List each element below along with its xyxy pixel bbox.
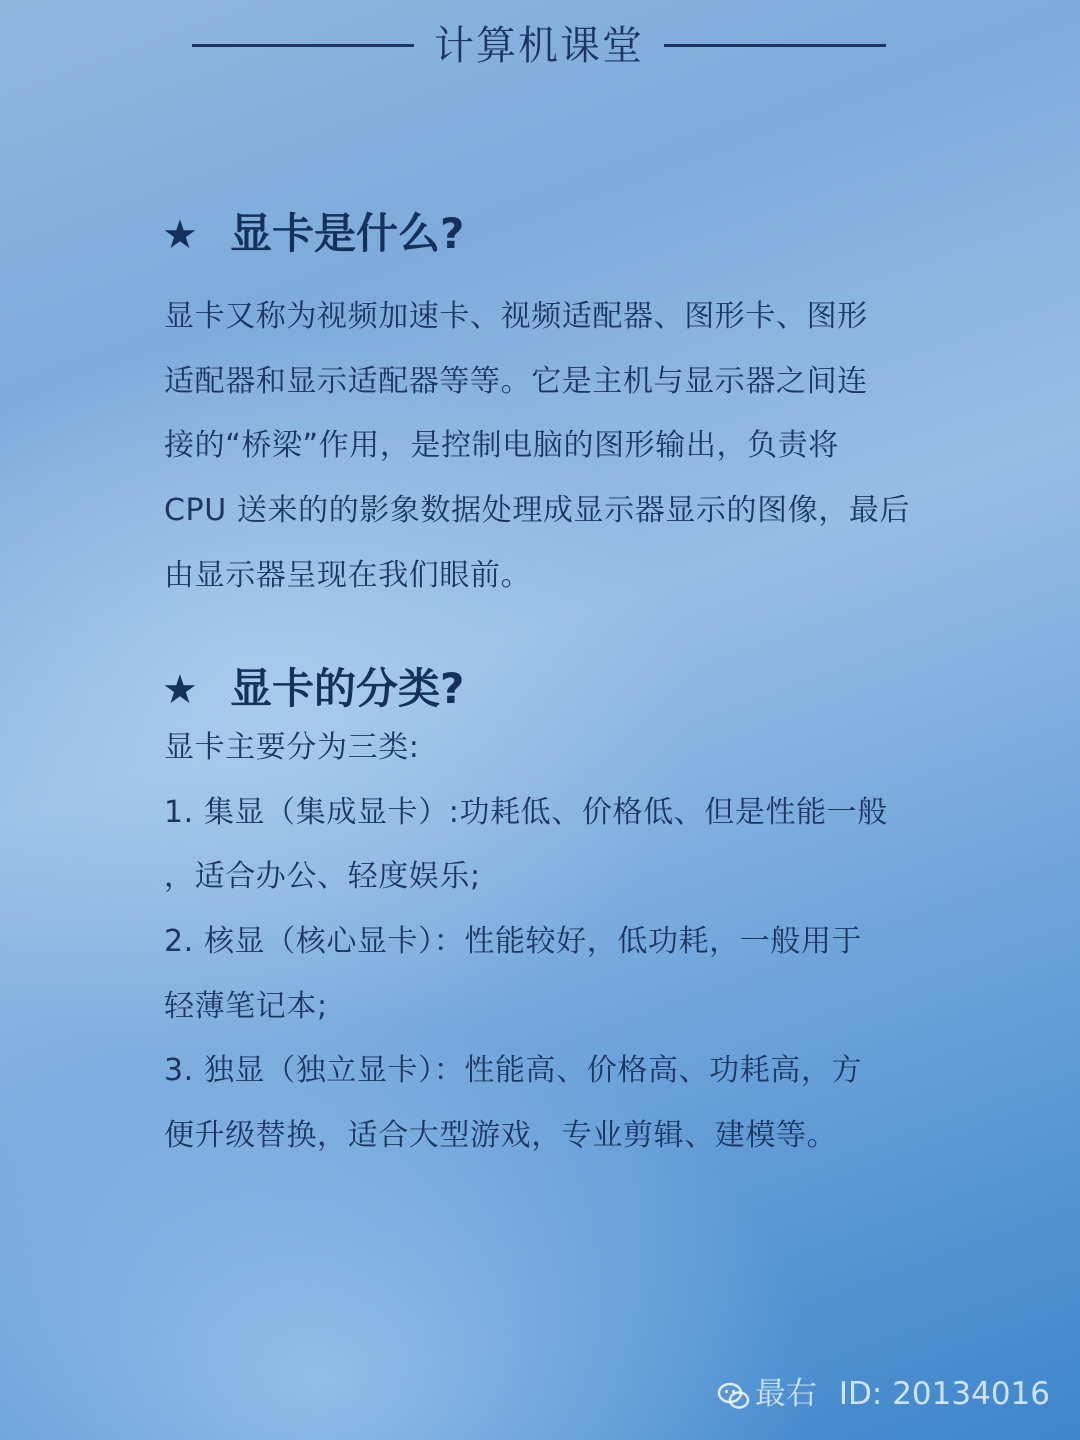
watermark [717, 1374, 1050, 1414]
watermark-id: ID: 20134016 [838, 1376, 1050, 1412]
list-item-line: ，适合办公、轻度娱乐; [164, 859, 481, 895]
definition-paragraph [164, 285, 924, 608]
section-title: 显卡是什么? [230, 209, 465, 258]
list-item-line: 2. 核显（核心显卡）：性能较好，低功耗，一般用于 [164, 924, 863, 960]
page-title: 计算机课堂 [434, 23, 644, 69]
header-rule-left [192, 44, 414, 47]
classification-paragraph [164, 716, 924, 1169]
star-icon: ★ [162, 667, 198, 713]
list-item-line: 轻薄笔记本; [164, 988, 328, 1024]
list-item-line: 3. 独显（独立显卡）：性能高、价格高、功耗高，方 [164, 1053, 863, 1089]
paragraph-line: 显卡又称为视频加速卡、视频适配器、图形卡、图形 [164, 299, 868, 334]
paragraph-line: 由显示器呈现在我们眼前。 [164, 557, 532, 593]
section-title: 显卡的分类? [230, 664, 465, 713]
section-heading-gpu-types [162, 663, 922, 716]
paragraph-line: CPU 送来的的影象数据处理成显示器显示的图像，最后 [164, 493, 911, 529]
star-icon: ★ [162, 212, 198, 258]
section-heading-what-is-gpu [162, 208, 922, 261]
paragraph-line: 接的“桥梁”作用，是控制电脑的图形输出，负责将 [164, 428, 839, 464]
classification-intro: 显卡主要分为三类: [164, 730, 420, 765]
list-item-line: 1. 集显（集成显卡）:功耗低、价格低、但是性能一般 [164, 794, 888, 830]
wechat-logo-icon [717, 1379, 751, 1413]
page-header [0, 18, 1080, 74]
list-item-line: 便升级替换，适合大型游戏，专业剪辑、建模等。 [164, 1118, 838, 1154]
watermark-account-name: 最右 [754, 1376, 817, 1412]
paragraph-line: 适配器和显示适配器等等。它是主机与显示器之间连 [164, 363, 868, 399]
header-rule-right [664, 44, 886, 47]
